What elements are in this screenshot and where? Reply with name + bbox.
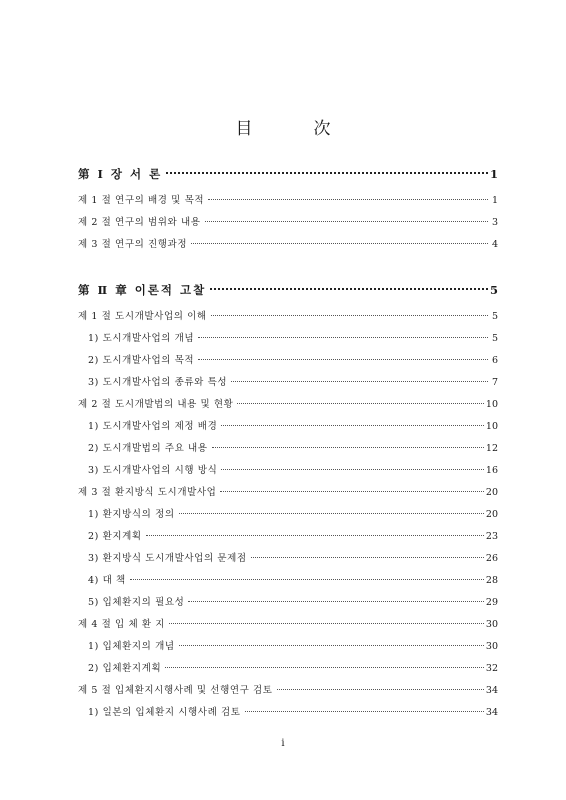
toc-entry-text: 제 1 절 도시개발사업의 이해 [78, 311, 207, 322]
toc-subsection[interactable] [78, 508, 498, 522]
toc-entry-text: 제 4 절 입 체 환 지 [78, 619, 166, 630]
toc-page-number: 16 [485, 465, 498, 476]
toc-leader-dots [212, 447, 484, 448]
toc-page-number: 3 [491, 217, 498, 228]
toc-leader-dots [237, 403, 483, 404]
toc-leader-dots [211, 315, 488, 316]
toc-subsection[interactable] [78, 376, 498, 390]
toc-leader-dots [198, 337, 488, 338]
toc-page-number: 10 [485, 421, 498, 432]
toc-leader-dots [251, 557, 484, 558]
toc-leader-dots [221, 469, 484, 470]
toc-chapter-2[interactable] [78, 282, 498, 298]
toc-page-number: 4 [491, 239, 498, 250]
toc-entry-text: 제 1 절 연구의 배경 및 목적 [78, 195, 205, 206]
toc-leader-dots [130, 579, 484, 580]
toc-page-number: 20 [485, 509, 498, 520]
toc-page-number: 28 [485, 575, 498, 586]
toc-entry-text: 1) 도시개발사업의 개념 [88, 333, 195, 344]
toc-page-number: 10 [485, 399, 498, 410]
toc-subsection[interactable] [78, 530, 498, 544]
toc-page-number: 5 [491, 333, 498, 344]
toc-entry-text: 2) 입체환지계획 [88, 663, 162, 674]
toc-leader-dots [169, 623, 484, 624]
toc-page-number: 5 [489, 283, 498, 297]
toc-page-number: 29 [485, 597, 498, 608]
toc-page-number: 5 [491, 311, 498, 322]
toc-leader-dots [245, 711, 484, 712]
toc-leader-dots [179, 513, 484, 514]
toc-leader-dots [191, 243, 488, 244]
toc-subsection[interactable] [78, 442, 498, 456]
toc-entry-text: 1) 입체환지의 개념 [88, 641, 175, 652]
toc-page-number: 1 [491, 195, 498, 206]
toc-subsection[interactable] [78, 662, 498, 676]
toc-page-number: 34 [485, 685, 498, 696]
toc-subsection[interactable] [78, 332, 498, 346]
toc-leader-dots [198, 359, 488, 360]
toc-entry-text: 2) 도시개발사업의 목적 [88, 355, 195, 366]
toc-entry-text: 1) 일본의 입체환지 시행사례 검토 [88, 707, 241, 718]
page-title: 目 次 [235, 119, 353, 139]
toc-entry-text: 3) 환지방식 도시개발사업의 문제점 [88, 553, 247, 564]
toc-subsection[interactable] [78, 574, 498, 588]
toc-page-number: 34 [485, 707, 498, 718]
toc-entry-text: 1) 도시개발사업의 제정 배경 [88, 421, 218, 432]
toc-section[interactable] [78, 398, 498, 412]
toc-leader-dots [277, 689, 484, 690]
toc-subsection[interactable] [78, 420, 498, 434]
toc-subsection[interactable] [78, 596, 498, 610]
toc-page-number: 32 [485, 663, 498, 674]
toc-chapter-1[interactable] [78, 166, 498, 182]
toc-leader-dots [179, 645, 484, 646]
toc-section[interactable] [78, 194, 498, 208]
toc-page-number: 6 [491, 355, 498, 366]
toc-entry-text: 第 Ⅱ 章 이론적 고찰 [78, 283, 207, 297]
toc-leader-dots [188, 601, 484, 602]
toc-entry-text: 제 3 절 환지방식 도시개발사업 [78, 487, 217, 498]
toc-leader-dots [166, 172, 488, 174]
toc-leader-dots [231, 381, 488, 382]
toc-section[interactable] [78, 684, 498, 698]
toc-leader-dots [208, 199, 488, 200]
toc-page-number: 30 [485, 619, 498, 630]
toc-subsection[interactable] [78, 640, 498, 654]
toc-subsection[interactable] [78, 706, 498, 720]
toc-section[interactable] [78, 238, 498, 252]
toc-page-number: 30 [485, 641, 498, 652]
toc-leader-dots [221, 425, 484, 426]
toc-page-number: 1 [489, 167, 498, 181]
toc-entry-text: 제 2 절 연구의 범위와 내용 [78, 217, 201, 228]
toc-entry-text: 5) 입체환지의 필요성 [88, 597, 185, 608]
toc-subsection[interactable] [78, 464, 498, 478]
toc-entry-text: 2) 환지계획 [88, 531, 142, 542]
toc-subsection[interactable] [78, 552, 498, 566]
toc-subsection[interactable] [78, 354, 498, 368]
toc-entry-text: 第 Ⅰ 장 서 론 [78, 167, 163, 181]
toc-section[interactable] [78, 216, 498, 230]
toc-section[interactable] [78, 486, 498, 500]
toc-entry-text: 4) 대 책 [88, 575, 126, 586]
toc-entry-text: 제 5 절 입체환지시행사례 및 선행연구 검토 [78, 685, 273, 696]
toc-entry-text: 제 2 절 도시개발법의 내용 및 현황 [78, 399, 234, 410]
toc-section[interactable] [78, 310, 498, 324]
toc-page-number: 12 [485, 443, 498, 454]
toc-page-number: 7 [491, 377, 498, 388]
toc-page-number: 23 [485, 531, 498, 542]
toc-section[interactable] [78, 618, 498, 632]
toc-entry-text: 2) 도시개발법의 주요 내용 [88, 443, 208, 454]
page-number-footer: i [281, 738, 285, 749]
toc-leader-dots [165, 667, 484, 668]
toc-leader-dots [220, 491, 483, 492]
toc-leader-dots [205, 221, 488, 222]
toc-page-number: 26 [485, 553, 498, 564]
toc-leader-dots [210, 288, 488, 290]
toc-entry-text: 3) 도시개발사업의 종류와 특성 [88, 377, 228, 388]
toc-entry-text: 제 3 절 연구의 진행과정 [78, 239, 188, 250]
toc-entry-text: 1) 환지방식의 정의 [88, 509, 175, 520]
toc-page-number: 20 [485, 487, 498, 498]
toc-entry-text: 3) 도시개발사업의 시행 방식 [88, 465, 218, 476]
toc-leader-dots [146, 535, 484, 536]
